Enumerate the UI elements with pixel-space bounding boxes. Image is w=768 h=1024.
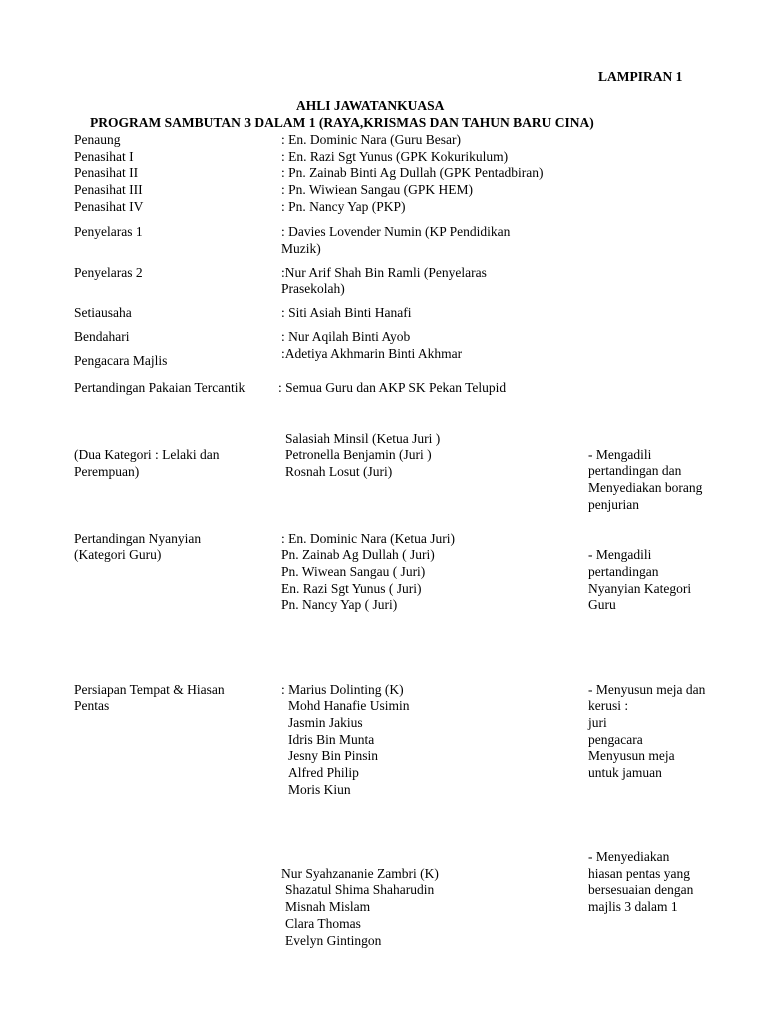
value-penyelaras-1-line2: Muzik) [281,241,321,256]
kategori-task: pertandingan dan [588,463,682,478]
hiasan-task: bersesuaian dengan [588,882,694,897]
role-penasihat-1: Penasihat I [74,149,134,164]
role-penasihat-3: Penasihat III [74,182,143,197]
nyanyian-task: pertandingan [588,564,659,579]
nyanyian-task: Nyanyian Kategori [588,581,692,596]
hiasan-member: Misnah Mislam [285,899,371,914]
kategori-task: - Mengadili [588,447,652,462]
kategori-member: Petronella Benjamin (Juri ) [285,447,432,462]
kategori-label: (Dua Kategori : Lelaki dan [74,447,220,462]
role-penaung: Penaung [74,132,121,147]
hiasan-member: Nur Syahzananie Zambri (K) [281,866,439,881]
lampiran-label: LAMPIRAN 1 [598,69,683,84]
persiapan-task: kerusi : [588,698,629,713]
value-penasihat-3: : Pn. Wiwiean Sangau (GPK HEM) [281,182,473,197]
value-setiausaha: : Siti Asiah Binti Hanafi [281,305,412,320]
kategori-task: penjurian [588,497,639,512]
nyanyian-member: En. Razi Sgt Yunus ( Juri) [281,581,422,596]
value-penasihat-1: : En. Razi Sgt Yunus (GPK Kokurikulum) [281,149,509,164]
persiapan-member: Mohd Hanafie Usimin [288,698,410,713]
role-penyelaras-2: Penyelaras 2 [74,265,143,280]
persiapan-label: Pentas [74,698,110,713]
hiasan-task: hiasan pentas yang [588,866,690,881]
persiapan-task: - Menyusun meja dan [588,682,706,697]
value-pengacara: :Adetiya Akhmarin Binti Akhmar [281,346,463,361]
hiasan-member: Evelyn Gintingon [285,933,382,948]
persiapan-member: : Marius Dolinting (K) [281,682,404,697]
persiapan-member: Jesny Bin Pinsin [288,748,379,763]
hiasan-task: majlis 3 dalam 1 [588,899,678,914]
role-setiausaha: Setiausaha [74,305,132,320]
persiapan-task: untuk jamuan [588,765,662,780]
role-penasihat-4: Penasihat IV [74,199,144,214]
nyanyian-label: Pertandingan Nyanyian [74,531,202,546]
persiapan-member: Alfred Philip [288,765,359,780]
kategori-label: Perempuan) [74,464,140,479]
nyanyian-label: (Kategori Guru) [74,547,162,562]
nyanyian-task: - Mengadili [588,547,652,562]
role-penyelaras-1: Penyelaras 1 [74,224,143,239]
persiapan-task: pengacara [588,732,643,747]
nyanyian-member: Pn. Zainab Ag Dullah ( Juri) [281,547,435,562]
document-title: AHLI JAWATANKUASA [296,98,445,113]
persiapan-label: Persiapan Tempat & Hiasan [74,682,225,697]
value-penaung: : En. Dominic Nara (Guru Besar) [281,132,461,147]
document-subtitle: PROGRAM SAMBUTAN 3 DALAM 1 (RAYA,KRISMAS DAN TAHUN BARU CINA) [90,115,594,130]
value-penasihat-2: : Pn. Zainab Binti Ag Dullah (GPK Pentadbiran) [281,165,544,180]
nyanyian-member: Pn. Wiwean Sangau ( Juri) [281,564,426,579]
kategori-member: Salasiah Minsil (Ketua Juri ) [285,431,441,446]
persiapan-task: Menyusun meja [588,748,675,763]
role-bendahari: Bendahari [74,329,130,344]
hiasan-member: Clara Thomas [285,916,361,931]
value-penyelaras-2-line1: :Nur Arif Shah Bin Ramli (Penyelaras [281,265,487,280]
role-pakaian: Pertandingan Pakaian Tercantik [74,380,246,395]
value-penyelaras-1-line1: : Davies Lovender Numin (KP Pendidikan [281,224,511,239]
persiapan-member: Moris Kiun [288,782,351,797]
persiapan-task: juri [588,715,607,730]
persiapan-member: Jasmin Jakius [288,715,363,730]
value-pakaian: : Semua Guru dan AKP SK Pekan Telupid [278,380,507,395]
hiasan-member: Shazatul Shima Shaharudin [285,882,435,897]
persiapan-member: Idris Bin Munta [288,732,375,747]
value-penasihat-4: : Pn. Nancy Yap (PKP) [281,199,406,214]
role-pengacara: Pengacara Majlis [74,353,168,368]
kategori-member: Rosnah Losut (Juri) [285,464,393,479]
value-penyelaras-2-line2: Prasekolah) [281,281,345,296]
value-bendahari: : Nur Aqilah Binti Ayob [281,329,411,344]
kategori-task: Menyediakan borang [588,480,703,495]
nyanyian-task: Guru [588,597,616,612]
hiasan-task: - Menyediakan [588,849,670,864]
role-penasihat-2: Penasihat II [74,165,139,180]
nyanyian-member: : En. Dominic Nara (Ketua Juri) [281,531,455,546]
nyanyian-member: Pn. Nancy Yap ( Juri) [281,597,398,612]
